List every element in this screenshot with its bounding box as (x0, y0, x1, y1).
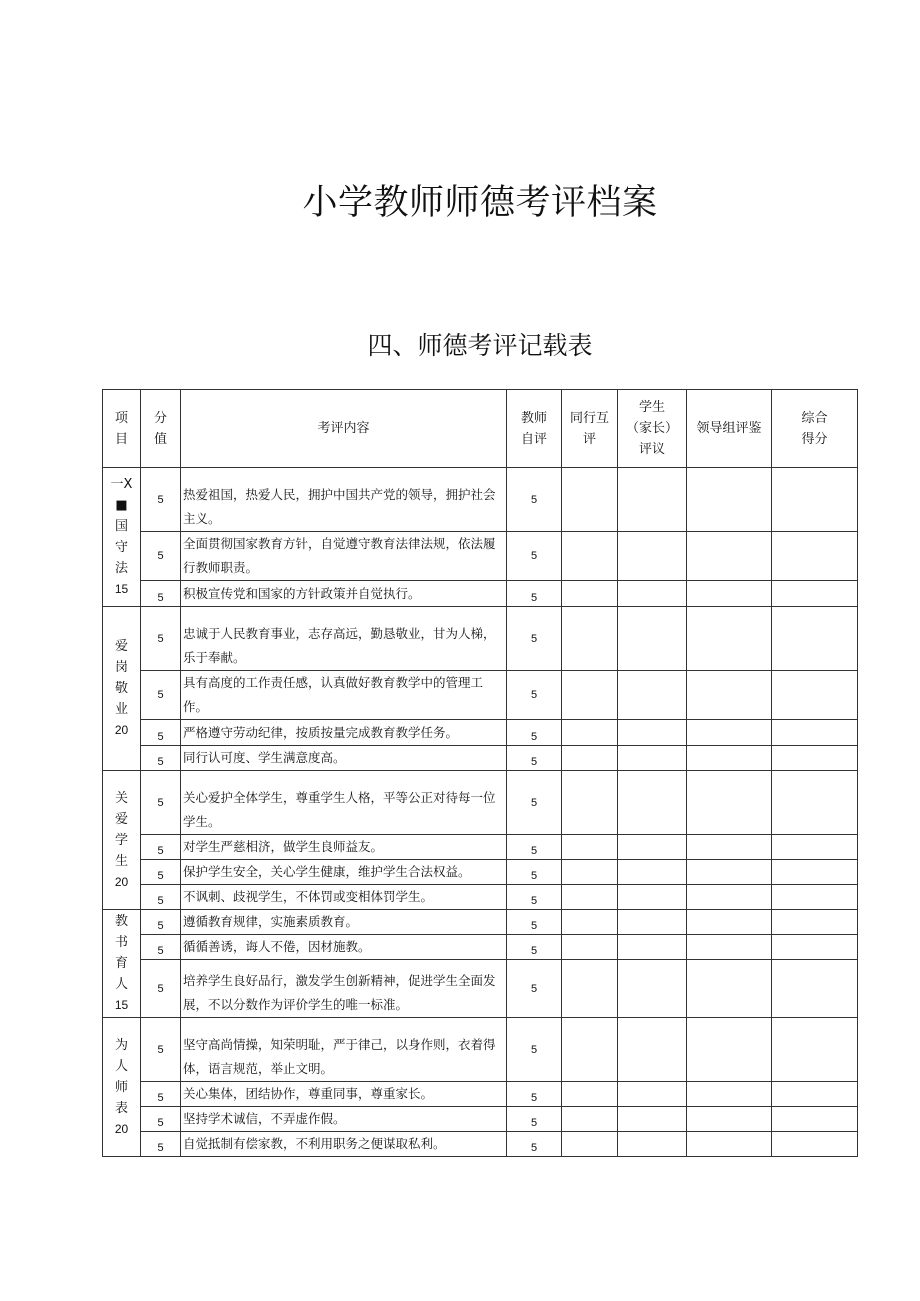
table-row (103, 607, 858, 671)
criteria-content: 坚持学术诚信，不弄虚作假。 (181, 1107, 507, 1132)
category-score: 20 (114, 723, 129, 737)
category-cell: 一X ■ 国 守 法 15 (103, 468, 141, 607)
header-peer-eval: 同行互 评 (562, 390, 618, 468)
header-total-score: 综合 得分 (772, 390, 858, 468)
peer-eval-cell (562, 532, 618, 581)
total-score-cell (772, 771, 858, 835)
student-eval-cell (618, 860, 687, 885)
leader-eval-cell (687, 671, 772, 720)
table-row (103, 835, 858, 860)
criteria-content: 全面贯彻国家教育方针，自觉遵守教育法律法规，依法履行教师职责。 (181, 532, 507, 581)
leader-eval-cell (687, 1132, 772, 1157)
student-eval-cell (618, 1018, 687, 1082)
student-eval-cell (618, 532, 687, 581)
header-item: 项 目 (103, 390, 141, 468)
table-row (103, 885, 858, 910)
student-eval-cell (618, 607, 687, 671)
document-title: 小学教师师德考评档案 (302, 183, 658, 223)
peer-eval-cell (562, 607, 618, 671)
points-cell: 5 (141, 1132, 181, 1157)
criteria-content: 具有高度的工作责任感，认真做好教育教学中的管理工作。 (181, 671, 507, 720)
table-row (103, 1107, 858, 1132)
table-row (103, 581, 858, 607)
points-cell: 5 (141, 1082, 181, 1107)
table-row (103, 860, 858, 885)
peer-eval-cell (562, 1082, 618, 1107)
criteria-content: 不讽刺、歧视学生，不体罚或变相体罚学生。 (181, 885, 507, 910)
leader-eval-cell (687, 885, 772, 910)
student-eval-cell (618, 910, 687, 935)
self-eval-cell: 5 (507, 468, 562, 532)
header-leader-eval: 领导组评鉴 (687, 390, 772, 468)
section-title: 四、师德考评记载表 (367, 331, 593, 360)
total-score-cell (772, 1132, 858, 1157)
peer-eval-cell (562, 771, 618, 835)
criteria-content: 坚守高尚情操，知荣明耻，严于律己，以身作则，衣着得体，语言规范，举止文明。 (181, 1018, 507, 1082)
header-row (103, 390, 858, 468)
leader-eval-cell (687, 1107, 772, 1132)
header-student-eval: 学生 （家长） 评议 (618, 390, 687, 468)
table-row (103, 771, 858, 835)
criteria-content: 忠诚于人民教育事业，志存高远，勤恳敬业，甘为人梯，乐于奉献。 (181, 607, 507, 671)
table-row (103, 910, 858, 935)
criteria-content: 积极宣传党和国家的方针政策并自觉执行。 (181, 581, 507, 607)
self-eval-cell: 5 (507, 671, 562, 720)
criteria-content: 循循善诱，诲人不倦，因材施教。 (181, 935, 507, 960)
total-score-cell (772, 835, 858, 860)
table-row (103, 1018, 858, 1082)
table-row (103, 960, 858, 1018)
total-score-cell (772, 910, 858, 935)
student-eval-cell (618, 885, 687, 910)
points-cell: 5 (141, 720, 181, 746)
criteria-content: 培养学生良好品行，激发学生创新精神，促进学生全面发展，不以分数作为评价学生的唯一标准。 (181, 960, 507, 1018)
points-cell: 5 (141, 607, 181, 671)
criteria-content: 自觉抵制有偿家教，不利用职务之便谋取私利。 (181, 1132, 507, 1157)
peer-eval-cell (562, 960, 618, 1018)
points-cell: 5 (141, 468, 181, 532)
student-eval-cell (618, 746, 687, 771)
self-eval-cell: 5 (507, 607, 562, 671)
header-self-eval: 教师 自评 (507, 390, 562, 468)
total-score-cell (772, 1082, 858, 1107)
peer-eval-cell (562, 720, 618, 746)
points-cell: 5 (141, 1018, 181, 1082)
student-eval-cell (618, 671, 687, 720)
student-eval-cell (618, 468, 687, 532)
points-cell: 5 (141, 935, 181, 960)
student-eval-cell (618, 1132, 687, 1157)
peer-eval-cell (562, 1018, 618, 1082)
total-score-cell (772, 960, 858, 1018)
points-cell: 5 (141, 860, 181, 885)
category-score: 20 (114, 1121, 129, 1136)
self-eval-cell: 5 (507, 771, 562, 835)
peer-eval-cell (562, 1132, 618, 1157)
category-cell: 关 爱 学 生 20 (103, 771, 141, 910)
total-score-cell (772, 581, 858, 607)
points-cell: 5 (141, 532, 181, 581)
category-cell: 爱 岗 敬 业 20 (103, 607, 141, 771)
leader-eval-cell (687, 607, 772, 671)
self-eval-cell: 5 (507, 910, 562, 935)
leader-eval-cell (687, 771, 772, 835)
points-cell: 5 (141, 1107, 181, 1132)
self-eval-cell: 5 (507, 746, 562, 771)
table-row (103, 1082, 858, 1107)
student-eval-cell (618, 720, 687, 746)
self-eval-cell: 5 (507, 581, 562, 607)
peer-eval-cell (562, 581, 618, 607)
total-score-cell (772, 746, 858, 771)
peer-eval-cell (562, 746, 618, 771)
criteria-content: 关心爱护全体学生，尊重学生人格，平等公正对待每一位学生。 (181, 771, 507, 835)
leader-eval-cell (687, 1018, 772, 1082)
student-eval-cell (618, 835, 687, 860)
leader-eval-cell (687, 720, 772, 746)
total-score-cell (772, 468, 858, 532)
total-score-cell (772, 607, 858, 671)
leader-eval-cell (687, 910, 772, 935)
total-score-cell (772, 885, 858, 910)
header-score: 分 值 (141, 390, 181, 468)
self-eval-cell: 5 (507, 1018, 562, 1082)
leader-eval-cell (687, 746, 772, 771)
points-cell: 5 (141, 671, 181, 720)
header-content: 考评内容 (181, 390, 507, 468)
student-eval-cell (618, 1107, 687, 1132)
peer-eval-cell (562, 860, 618, 885)
self-eval-cell: 5 (507, 885, 562, 910)
self-eval-cell: 5 (507, 860, 562, 885)
total-score-cell (772, 860, 858, 885)
criteria-content: 严格遵守劳动纪律，按质按量完成教育教学任务。 (181, 720, 507, 746)
criteria-content: 热爱祖国，热爱人民，拥护中国共产党的领导，拥护社会主义。 (181, 468, 507, 532)
total-score-cell (772, 1018, 858, 1082)
table-row (103, 532, 858, 581)
table-row (103, 1132, 858, 1157)
points-cell: 5 (141, 581, 181, 607)
leader-eval-cell (687, 581, 772, 607)
self-eval-cell: 5 (507, 960, 562, 1018)
criteria-content: 同行认可度、学生满意度高。 (181, 746, 507, 771)
total-score-cell (772, 1107, 858, 1132)
student-eval-cell (618, 935, 687, 960)
leader-eval-cell (687, 835, 772, 860)
self-eval-cell: 5 (507, 1082, 562, 1107)
criteria-content: 对学生严慈相济，做学生良师益友。 (181, 835, 507, 860)
total-score-cell (772, 671, 858, 720)
self-eval-cell: 5 (507, 532, 562, 581)
peer-eval-cell (562, 885, 618, 910)
student-eval-cell (618, 960, 687, 1018)
self-eval-cell: 5 (507, 1107, 562, 1132)
peer-eval-cell (562, 910, 618, 935)
evaluation-table (102, 389, 858, 1157)
table-row (103, 671, 858, 720)
category-score: 15 (114, 998, 129, 1012)
points-cell: 5 (141, 835, 181, 860)
student-eval-cell (618, 1082, 687, 1107)
category-cell: 教 书 育 人 15 (103, 910, 141, 1018)
table-row (103, 746, 858, 771)
points-cell: 5 (141, 771, 181, 835)
peer-eval-cell (562, 468, 618, 532)
points-cell: 5 (141, 885, 181, 910)
criteria-content: 遵循教育规律，实施素质教育。 (181, 910, 507, 935)
category-score: 20 (114, 874, 129, 889)
total-score-cell (772, 935, 858, 960)
self-eval-cell: 5 (507, 720, 562, 746)
leader-eval-cell (687, 935, 772, 960)
peer-eval-cell (562, 1107, 618, 1132)
self-eval-cell: 5 (507, 1132, 562, 1157)
peer-eval-cell (562, 671, 618, 720)
leader-eval-cell (687, 468, 772, 532)
leader-eval-cell (687, 1082, 772, 1107)
table-row (103, 935, 858, 960)
leader-eval-cell (687, 860, 772, 885)
total-score-cell (772, 532, 858, 581)
peer-eval-cell (562, 835, 618, 860)
table-row (103, 720, 858, 746)
category-score: 15 (114, 582, 129, 596)
table-row (103, 468, 858, 532)
leader-eval-cell (687, 960, 772, 1018)
criteria-content: 保护学生安全，关心学生健康，维护学生合法权益。 (181, 860, 507, 885)
points-cell: 5 (141, 746, 181, 771)
category-cell: 为 人 师 表 20 (103, 1018, 141, 1157)
total-score-cell (772, 720, 858, 746)
leader-eval-cell (687, 532, 772, 581)
student-eval-cell (618, 581, 687, 607)
self-eval-cell: 5 (507, 835, 562, 860)
self-eval-cell: 5 (507, 935, 562, 960)
points-cell: 5 (141, 910, 181, 935)
student-eval-cell (618, 771, 687, 835)
points-cell: 5 (141, 960, 181, 1018)
criteria-content: 关心集体，团结协作，尊重同事，尊重家长。 (181, 1082, 507, 1107)
peer-eval-cell (562, 935, 618, 960)
